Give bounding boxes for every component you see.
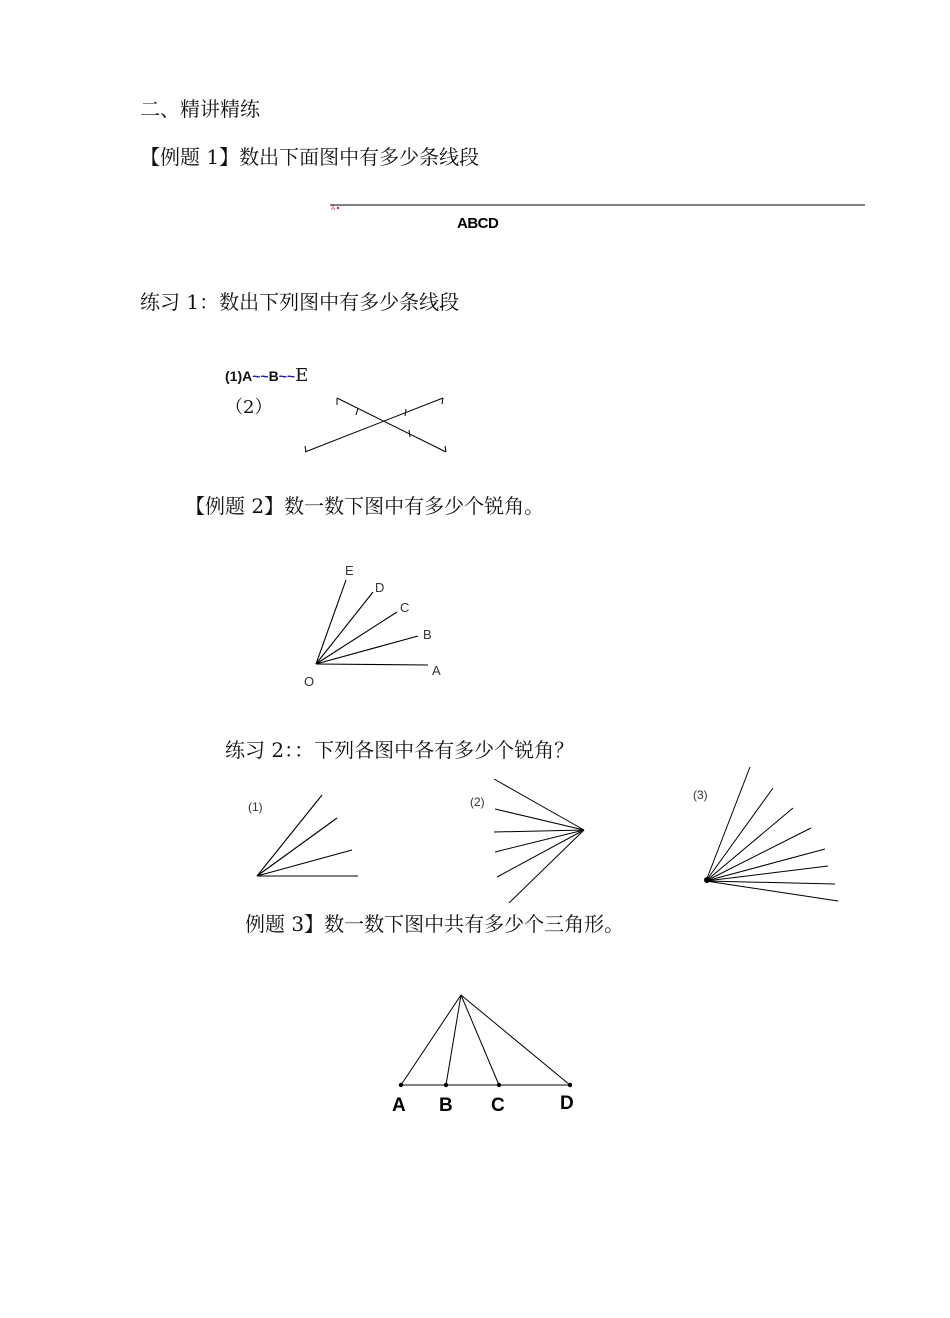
- tick: [305, 446, 306, 452]
- point-A: [399, 1083, 403, 1087]
- tick: [409, 430, 410, 437]
- fig2-ray: [495, 809, 584, 830]
- example2-figure: [304, 563, 441, 689]
- label-D: D: [560, 1093, 574, 1114]
- fig3-ray: [706, 866, 828, 881]
- cross-line-1: [305, 398, 443, 452]
- cross-line-2: [337, 398, 446, 452]
- section-title: 二、精讲精练: [140, 97, 260, 121]
- fig2-ray: [494, 830, 584, 832]
- fig2-label: (2): [470, 795, 485, 809]
- fig3-ray: [706, 788, 773, 881]
- label-B: B: [423, 627, 432, 642]
- item1-e: E: [295, 365, 309, 386]
- exercise2-figure-2: [470, 779, 584, 903]
- tick: [442, 398, 443, 404]
- point-C: [497, 1083, 501, 1087]
- example3-title: 例题 3】数一数下图中共有多少个三角形。: [245, 912, 625, 936]
- fig2-ray: [495, 830, 584, 852]
- example1-title: 【例题 1】数出下面图中有多少条线段: [140, 145, 480, 169]
- fig2-ray: [497, 830, 584, 877]
- label-C: C: [491, 1095, 505, 1116]
- fig3-ray: [706, 808, 793, 881]
- exercise1-crossing-lines: [305, 398, 446, 452]
- fig3-vertex: [704, 877, 710, 883]
- label-B: B: [439, 1095, 453, 1116]
- exercise2-title: 练习 2：：下列各图中各有多少个锐角？: [225, 738, 575, 762]
- exercise1-item2-label: （2）: [225, 397, 273, 418]
- ray-OC: [316, 612, 397, 664]
- item1-prefix: (1)A: [225, 368, 253, 384]
- segment-label: ABCD: [457, 215, 499, 232]
- tick: [356, 408, 358, 415]
- example2-title: 【例题 2】数一数下图中有多少个锐角。: [185, 494, 545, 518]
- ray-OB: [316, 636, 418, 664]
- label-E: E: [345, 563, 354, 578]
- exercise1-title: 练习 1：数出下列图中有多少条线段: [140, 290, 460, 314]
- example3-figure: [392, 995, 574, 1116]
- fig2-ray: [494, 779, 584, 830]
- fig1-label: (1): [248, 800, 263, 814]
- label-C: C: [400, 600, 410, 615]
- fig3-ray: [706, 767, 750, 881]
- item1-sep2: ~~: [278, 368, 296, 384]
- fig2-ray: [509, 830, 584, 903]
- ray-OA: [316, 664, 428, 665]
- side-line: [461, 995, 570, 1085]
- segment-marker: A: [331, 206, 336, 212]
- ray-OD: [316, 592, 373, 664]
- exercise2-figure-3: [693, 767, 838, 901]
- side-line: [461, 995, 499, 1085]
- fig3-ray: [706, 828, 811, 881]
- fig1-ray: [257, 850, 352, 876]
- label-D: D: [375, 580, 385, 595]
- ray-OE: [316, 580, 346, 664]
- point-B: [444, 1083, 448, 1087]
- exercise2-figure-1: [248, 795, 358, 876]
- tick: [405, 409, 406, 416]
- label-A: A: [432, 663, 441, 678]
- label-O: O: [304, 674, 315, 689]
- item1-b: B: [268, 368, 279, 384]
- point-D: [568, 1083, 572, 1087]
- fig3-ray: [706, 849, 825, 881]
- example1-figure: [330, 205, 865, 232]
- segment-dot: [337, 207, 339, 209]
- label-A: A: [392, 1095, 406, 1116]
- fig3-label: (3): [693, 788, 708, 802]
- side-line: [446, 995, 461, 1085]
- item1-sep1: ~~: [252, 368, 269, 384]
- side-line: [401, 995, 461, 1085]
